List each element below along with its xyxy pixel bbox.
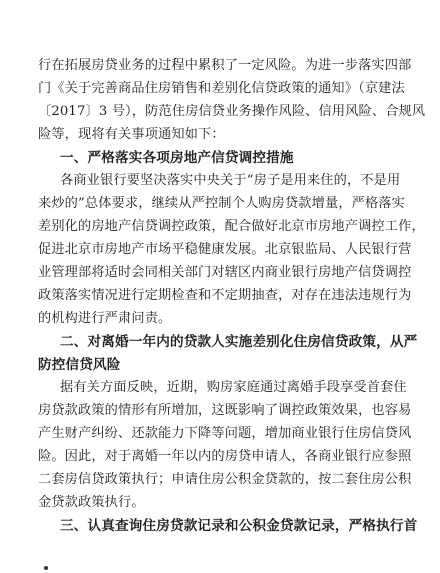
text-line: 行在拓展房贷业务的过程中累积了一定风险。为进一步落实四部 xyxy=(38,58,412,73)
text-line: 各商业银行要坚决落实中央关于“房子是用来住的，不是用 xyxy=(60,173,401,188)
text-line: 金贷款政策执行。 xyxy=(38,495,145,510)
text-line: 促进北京市房地产市场平稳健康发展。北京银监局、人民银行营 xyxy=(38,242,412,257)
text-line: 政策落实情况进行定期检查和不定期抽查，对存在违法违规行为 xyxy=(38,288,412,303)
text-line: 〔2017〕3 号），防范住房信贷业务操作风险、信用风险、合规风 xyxy=(38,104,426,119)
section-heading-1: 一、严格落实各项房地产信贷调控措施 xyxy=(60,150,294,166)
text-line: 的机构进行严肃问责。 xyxy=(38,311,172,326)
text-line: 产生财产纠纷、还款能力下降等问题，增加商业银行住房信贷风 xyxy=(38,426,412,441)
text-line: 险。因此，对于离婚一年以内的房贷申请人，各商业银行应参照 xyxy=(38,449,412,464)
text-line: 门《关于完善商品住房销售和差别化信贷政策的通知》（京建法 xyxy=(38,81,405,96)
section-heading-3: 三、认真查询住房贷款记录和公积金贷款记录，严格执行首 xyxy=(60,518,418,534)
text-line: 房贷款政策的情形有所增加，这既影响了调控政策效果，也容易 xyxy=(38,403,412,418)
section-heading-2: 二、对离婚一年内的贷款人实施差别化住房信贷政策，从严 xyxy=(60,334,418,350)
section-heading-2-cont: 防控信贷风险 xyxy=(38,357,121,373)
text-line: 业管理部将适时会同相关部门对辖区内商业银行房地产信贷调控 xyxy=(38,265,412,280)
text-line: 差别化的房地产信贷调控政策，配合做好北京市房地产调控工作， xyxy=(38,219,425,234)
scan-speck xyxy=(44,566,48,570)
text-line: 险等，现将有关事项通知如下： xyxy=(38,127,225,142)
text-line: 二套房信贷政策执行；申请住房公积金贷款的，按二套住房公积 xyxy=(38,472,412,487)
text-line: 据有关方面反映，近期，购房家庭通过离婚手段享受首套住 xyxy=(60,380,407,395)
text-line: 来炒的”总体要求，继续从严控制个人购房贷款增量，严格落实 xyxy=(38,196,406,211)
